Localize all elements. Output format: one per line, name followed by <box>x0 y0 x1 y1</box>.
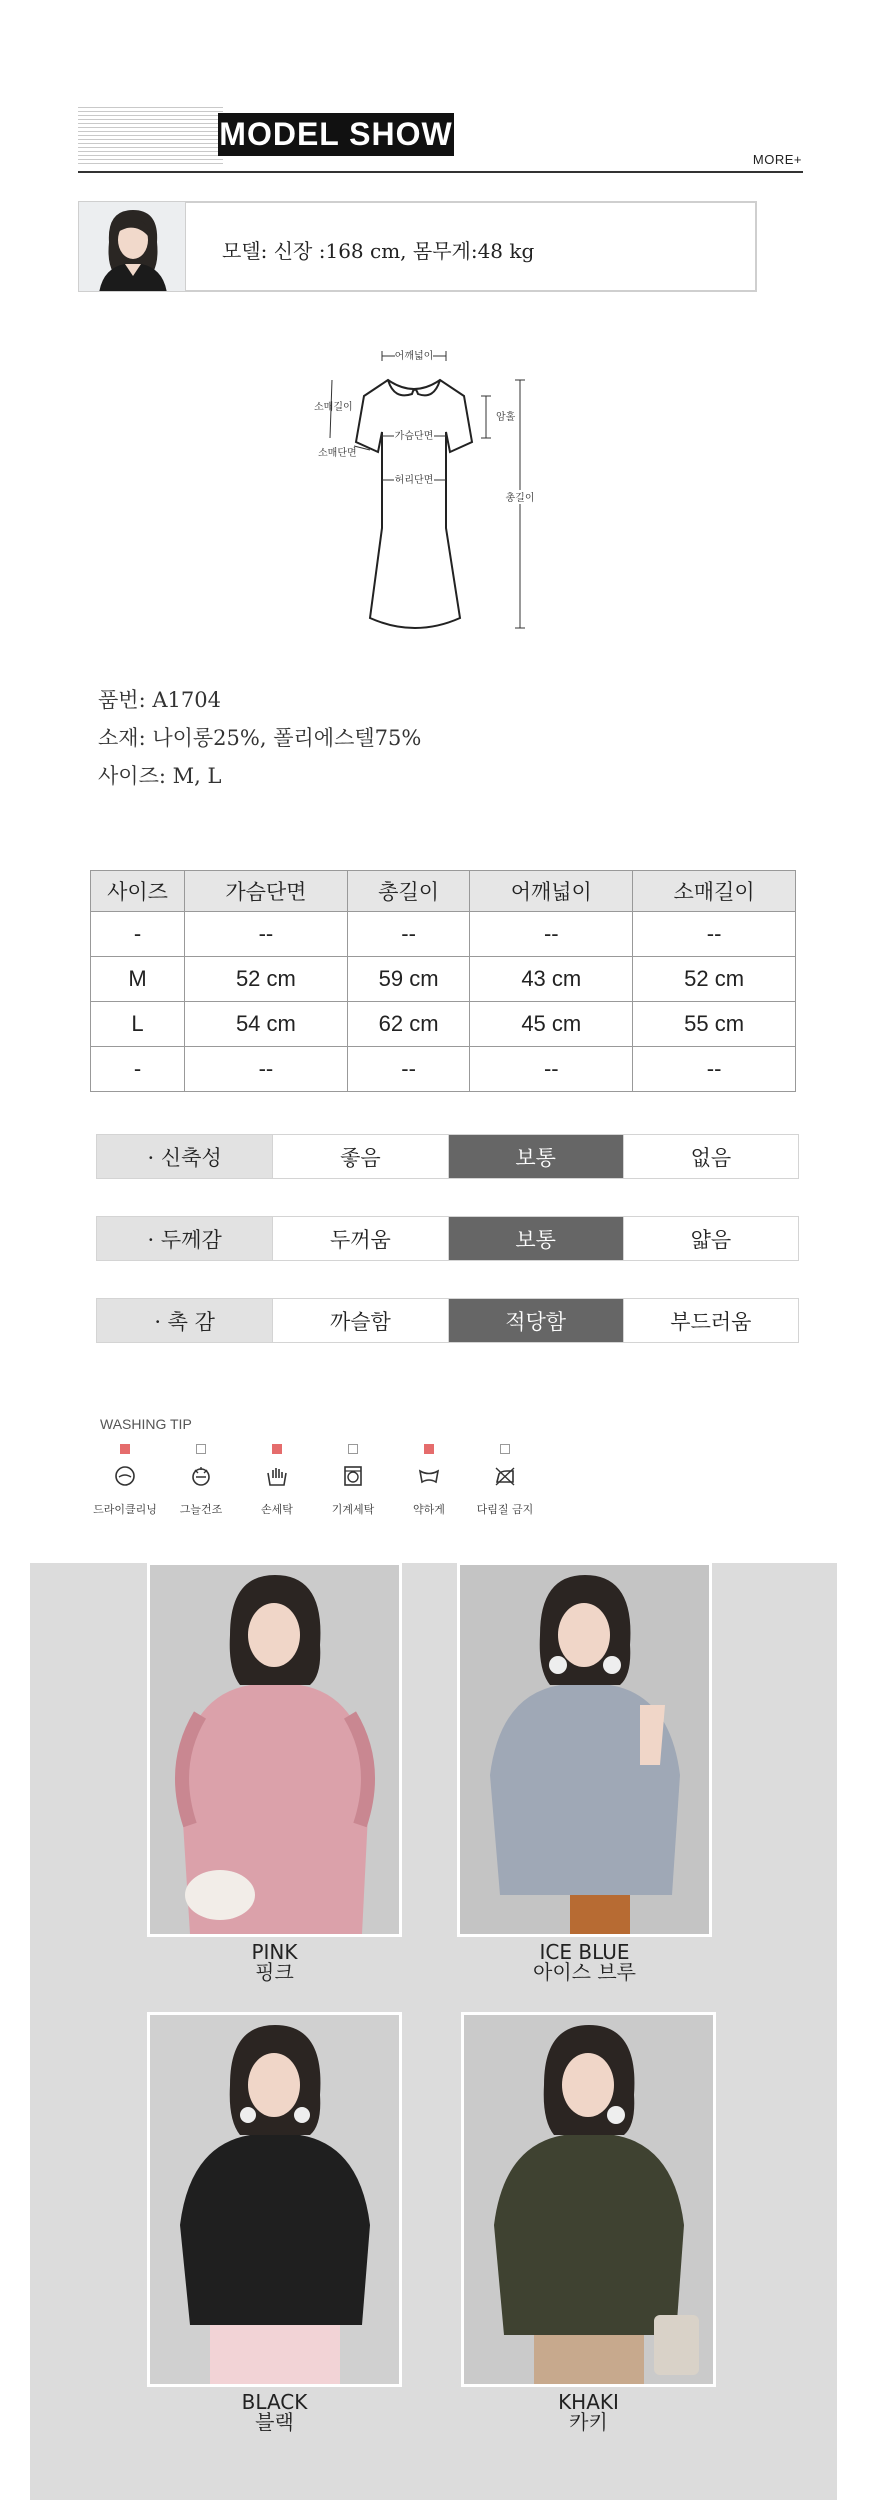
more-link[interactable]: MORE+ <box>752 152 802 167</box>
washing-tip-title: WASHING TIP <box>100 1416 192 1432</box>
header-decoration <box>78 104 223 164</box>
wash-check <box>348 1444 358 1454</box>
model-info-box <box>186 201 757 292</box>
size-cell: -- <box>185 1047 348 1092</box>
color-photo-khaki <box>461 2012 716 2387</box>
feature-option: 부드러움 <box>623 1299 798 1342</box>
wash-item-no-iron <box>460 1444 550 1517</box>
wash-label: 기계세탁 <box>331 1503 375 1516</box>
size-table-header: 사이즈 <box>91 871 185 912</box>
diagram-label-armhole: 암홀 <box>496 412 516 423</box>
feature-thickness <box>96 1216 799 1261</box>
size-table-header-row <box>91 871 796 912</box>
diagram-label-sleeve-width: 소매단면 <box>318 448 357 459</box>
size-cell: 43 cm <box>470 957 633 1002</box>
feature-option: 두꺼움 <box>272 1217 447 1260</box>
no-iron-icon <box>493 1464 517 1488</box>
header-divider <box>78 171 803 173</box>
size-cell: -- <box>470 912 633 957</box>
color-photo-ice-blue <box>457 1562 712 1937</box>
color-caption-ice-blue <box>457 1942 712 1982</box>
diagram-label-total-length: 총길이 <box>505 493 535 504</box>
wash-label: 다림질 금지 <box>476 1503 534 1516</box>
size-table-header: 어깨넓이 <box>470 871 633 912</box>
wash-label: 손세탁 <box>261 1503 293 1516</box>
size-table <box>90 870 796 1092</box>
color-name-en: ICE BLUE <box>539 1940 630 1964</box>
color-name-en: KHAKI <box>558 2390 619 2414</box>
color-name-en: BLACK <box>241 2390 308 2414</box>
wash-label: 그늘건조 <box>179 1503 223 1516</box>
wash-label: 드라이클리닝 <box>93 1503 157 1516</box>
garment-size-diagram <box>310 338 560 653</box>
diagram-label-shoulder: 어깨넓이 <box>394 351 434 362</box>
wash-check <box>500 1444 510 1454</box>
color-name-ko: 아이스 브루 <box>533 1960 636 1984</box>
feature-texture <box>96 1298 799 1343</box>
color-photo-black <box>147 2012 402 2387</box>
size-cell: 52 cm <box>633 957 796 1002</box>
wash-check <box>196 1444 206 1454</box>
color-caption-pink <box>147 1942 402 1982</box>
size-cell: 45 cm <box>470 1002 633 1047</box>
size-table-header: 가슴단면 <box>185 871 348 912</box>
feature-option-selected: 적당함 <box>448 1299 623 1342</box>
shade-dry-icon <box>189 1464 213 1488</box>
size-cell: 55 cm <box>633 1002 796 1047</box>
feature-option: 얇음 <box>623 1217 798 1260</box>
feature-option: 좋음 <box>272 1135 447 1178</box>
color-name-ko: 카키 <box>569 2410 608 2434</box>
size-table-header: 소매길이 <box>633 871 796 912</box>
feature-option-selected: 보통 <box>448 1217 623 1260</box>
product-material: 소재: 나이롱25%, 폴리에스텔75% <box>98 726 422 750</box>
hand-wash-icon <box>265 1464 289 1488</box>
feature-label: · 신축성 <box>97 1135 272 1178</box>
section-title: MODEL SHOW <box>218 113 454 156</box>
color-name-en: PINK <box>251 1940 298 1964</box>
table-row <box>91 912 796 957</box>
size-cell: -- <box>633 1047 796 1092</box>
wash-check <box>424 1444 434 1454</box>
color-photo-pink <box>147 1562 402 1937</box>
table-row <box>91 1047 796 1092</box>
dry-clean-icon <box>113 1464 137 1488</box>
size-cell: 62 cm <box>347 1002 470 1047</box>
diagram-label-waist: 허리단면 <box>394 475 434 486</box>
size-cell: 52 cm <box>185 957 348 1002</box>
size-cell: M <box>91 957 185 1002</box>
size-cell: 54 cm <box>185 1002 348 1047</box>
color-name-ko: 블랙 <box>255 2410 294 2434</box>
table-row <box>91 1002 796 1047</box>
size-cell: -- <box>347 912 470 957</box>
size-cell: -- <box>633 912 796 957</box>
diagram-label-sleeve-length: 소매길이 <box>314 402 353 413</box>
color-caption-black <box>147 2392 402 2432</box>
size-cell: - <box>91 912 185 957</box>
color-caption-khaki <box>461 2392 716 2432</box>
machine-wash-icon <box>341 1464 365 1488</box>
product-code: 품번: A1704 <box>98 688 221 712</box>
wash-check <box>272 1444 282 1454</box>
diagram-label-chest: 가슴단면 <box>394 431 434 442</box>
product-sizes: 사이즈: M, L <box>98 764 222 788</box>
size-table-header: 총길이 <box>347 871 470 912</box>
size-cell: 59 cm <box>347 957 470 1002</box>
size-cell: -- <box>185 912 348 957</box>
gentle-icon <box>417 1464 441 1488</box>
size-cell: L <box>91 1002 185 1047</box>
size-cell: -- <box>470 1047 633 1092</box>
table-row <box>91 957 796 1002</box>
feature-stretch <box>96 1134 799 1179</box>
feature-option: 까슬함 <box>272 1299 447 1342</box>
model-avatar <box>78 201 186 292</box>
feature-option: 없음 <box>623 1135 798 1178</box>
feature-label: · 촉 감 <box>97 1299 272 1342</box>
size-cell: - <box>91 1047 185 1092</box>
model-measurements: 모델: 신장 :168 cm, 몸무게:48 kg <box>222 239 535 263</box>
size-cell: -- <box>347 1047 470 1092</box>
color-name-ko: 핑크 <box>255 1960 294 1984</box>
wash-check <box>120 1444 130 1454</box>
feature-option-selected: 보통 <box>448 1135 623 1178</box>
wash-label: 약하게 <box>413 1503 445 1516</box>
feature-label: · 두께감 <box>97 1217 272 1260</box>
